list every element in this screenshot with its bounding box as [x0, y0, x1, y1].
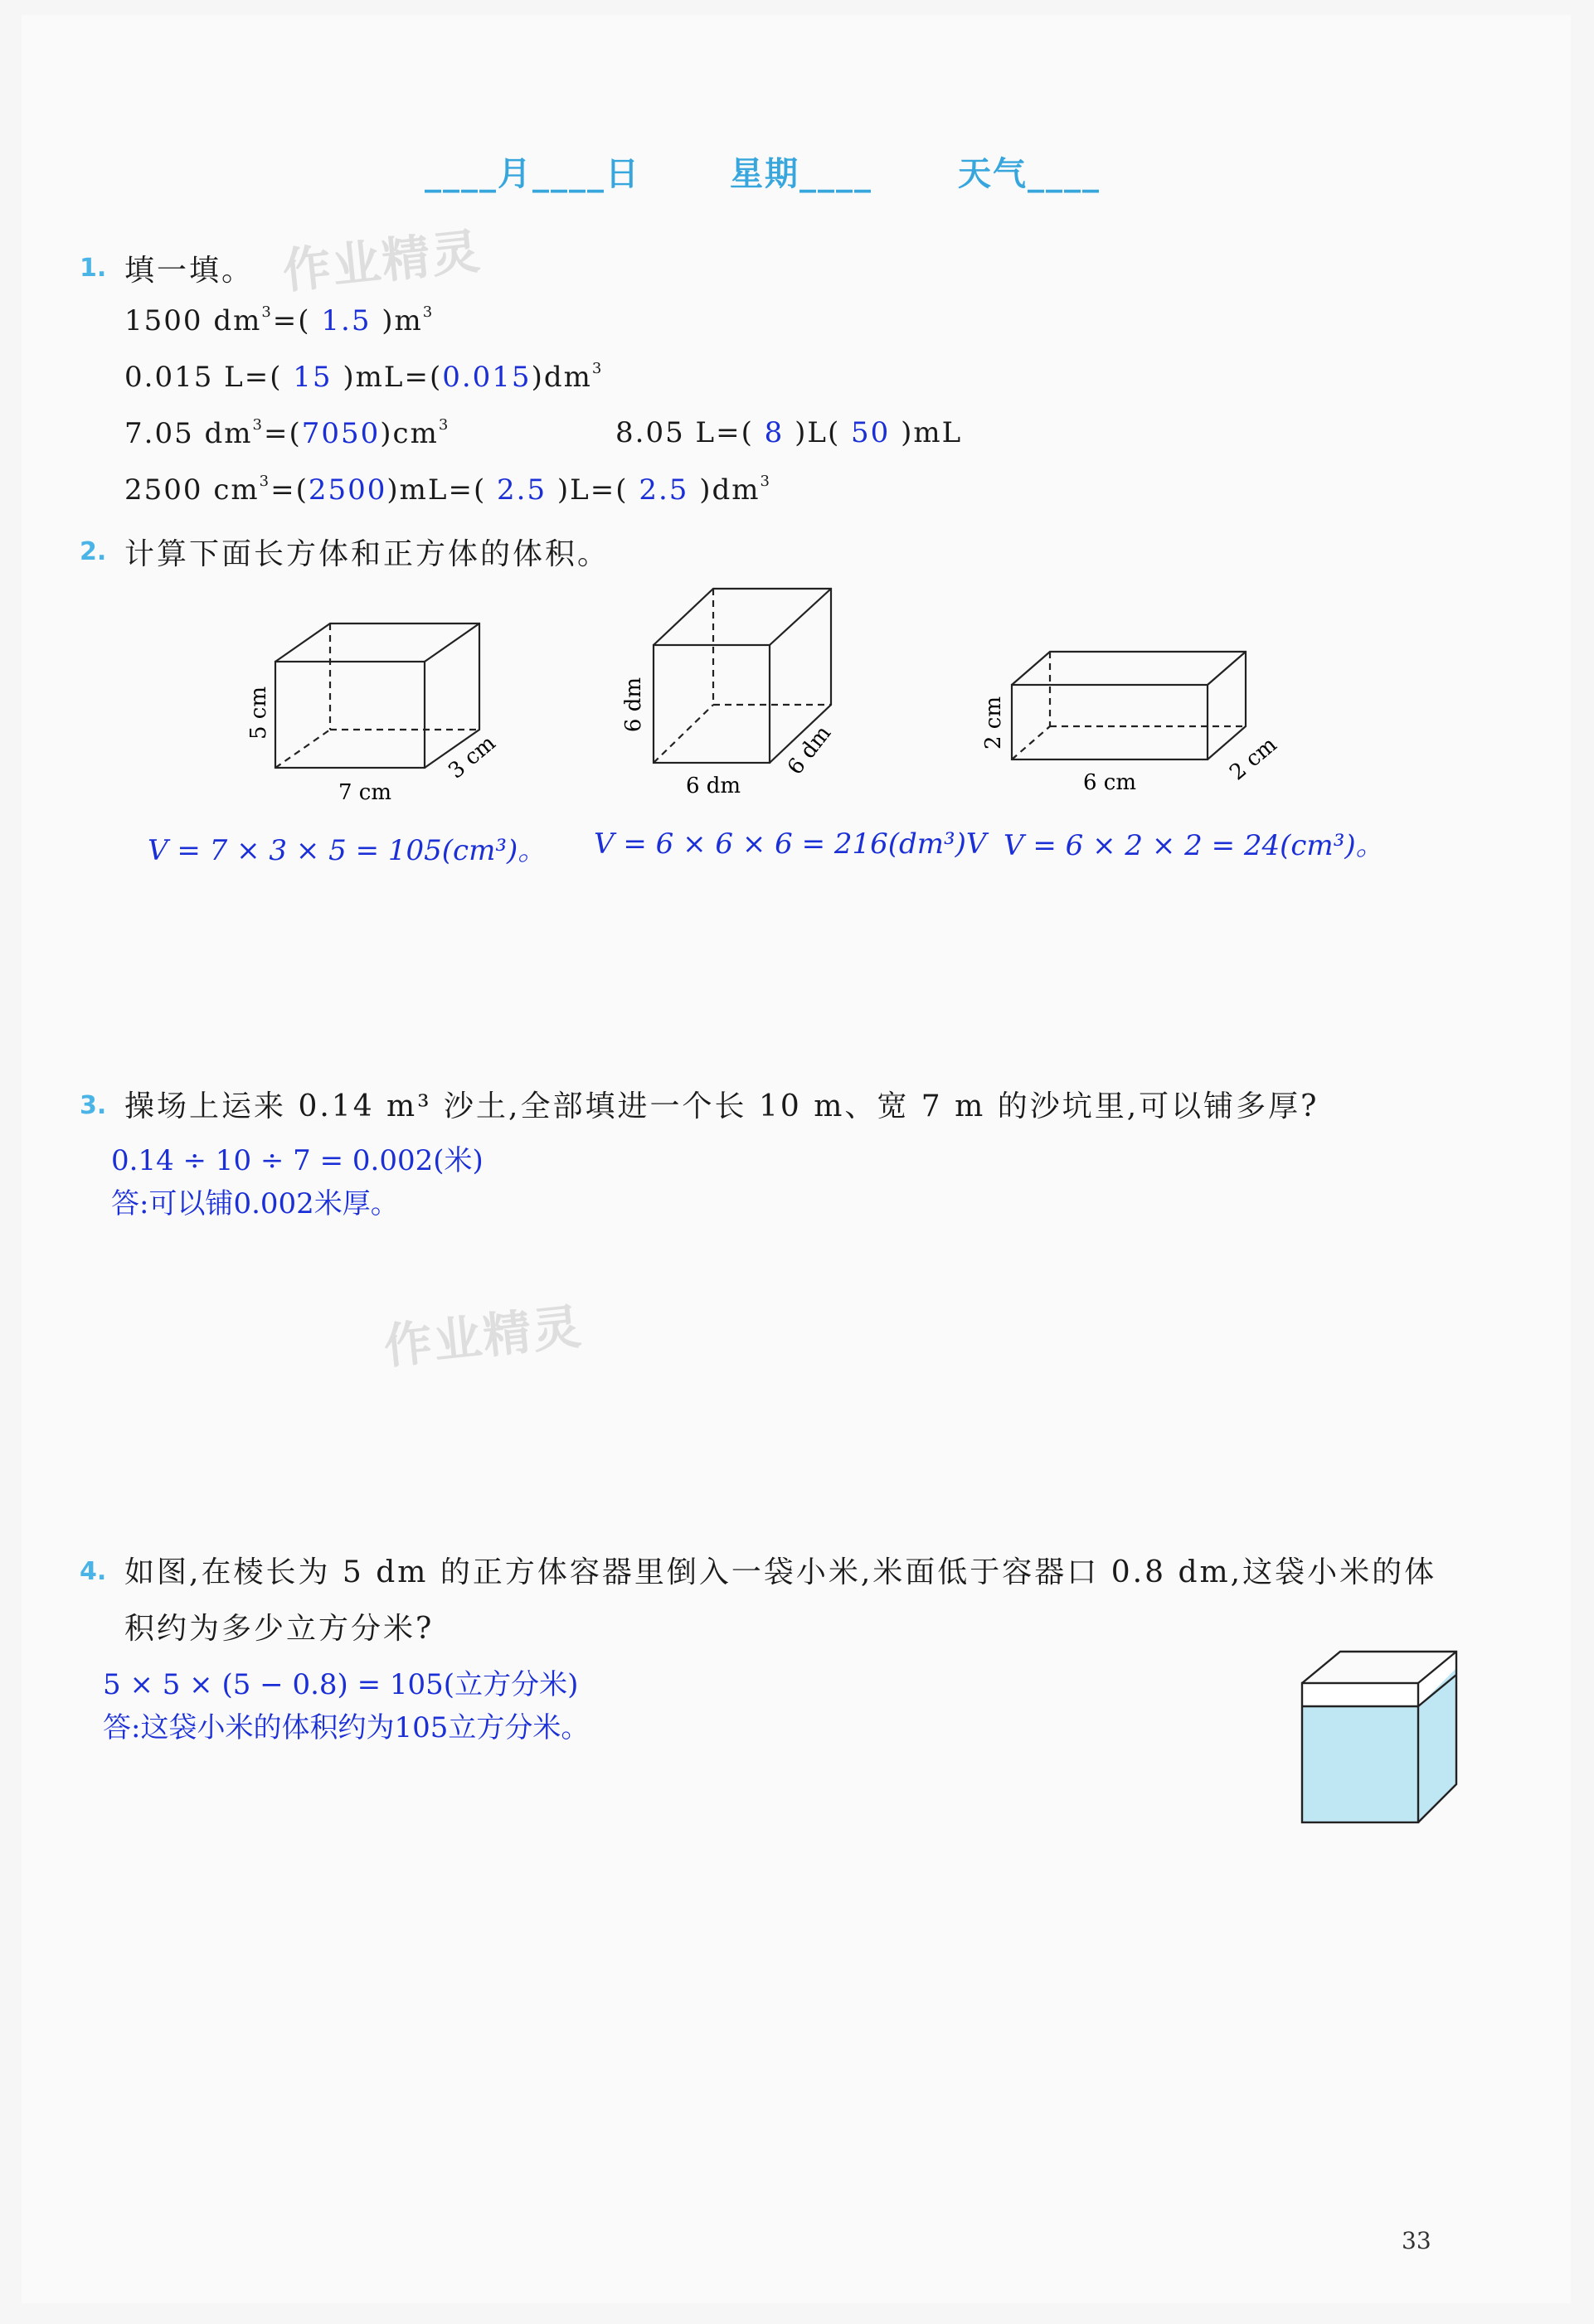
question-number: 2.	[80, 537, 107, 566]
page-number: 33	[1402, 2227, 1431, 2254]
cuboid-figure-1	[275, 623, 479, 768]
question-title: 计算下面长方体和正方体的体积。	[124, 537, 610, 571]
depth-label: 2 cm	[1225, 732, 1282, 786]
height-label: 5 cm	[246, 686, 271, 740]
answer-value: 2500	[308, 473, 387, 507]
weather-field: 天气____	[958, 154, 1101, 193]
watermark: 作业精灵	[279, 222, 484, 300]
volume-answer: V = 6 × 6 × 6 = 216(dm³)V	[594, 827, 987, 861]
answer-line: 答:可以铺0.002米厚。	[111, 1187, 399, 1220]
width-label: 6 dm	[685, 774, 741, 798]
question-title: 操场上运来 0.14 m³ 沙土,全部填进一个长 10 m、宽 7 m 的沙坑里,可以铺多厚?	[124, 1089, 1319, 1123]
question-title: 积约为多少立方分米?	[124, 1612, 435, 1646]
month-day-field: ____月____日	[425, 154, 640, 193]
fill-row: 8.05 L=( 8 )L( 50 )mL	[615, 416, 963, 449]
rice-container-figure	[1294, 1650, 1468, 1832]
depth-label: 3 cm	[444, 730, 501, 784]
cuboid-figure-2	[1012, 652, 1246, 759]
solution-line: 0.14 ÷ 10 ÷ 7 = 0.002(米)	[111, 1144, 484, 1177]
width-label: 6 cm	[1082, 770, 1137, 795]
answer-value: 8	[764, 416, 785, 449]
weekday-field: 星期____	[730, 154, 872, 193]
solution-line: 5 × 5 × (5 − 0.8) = 105(立方分米)	[103, 1668, 579, 1701]
answer-value: 2.5	[497, 473, 547, 507]
question-title: 如图,在棱长为 5 dm 的正方体容器里倒入一袋小米,米面低于容器口 0.8 dm,这袋小米的体	[124, 1555, 1437, 1589]
width-label: 7 cm	[338, 780, 392, 805]
question-title: 填一填。	[124, 254, 255, 288]
height-label: 2 cm	[981, 696, 1006, 750]
watermark: 作业精灵	[381, 1298, 586, 1375]
answer-value: 15	[293, 361, 333, 394]
answer-value: 2.5	[639, 473, 689, 507]
answer-value: 0.015	[442, 361, 532, 394]
answer-value: 50	[851, 416, 891, 449]
height-label: 6 dm	[621, 677, 646, 733]
fill-row: 0.015 L=( 15 )$mL=(0.015)dm^3$	[124, 360, 604, 394]
fill-row: 2500 $cm^3=(2500)mL=$( 2.5 )L=( 2.5 )$dm^3$	[124, 473, 771, 507]
depth-label: 6 dm	[782, 720, 837, 780]
volume-answer: V = 6 × 2 × 2 = 24(cm³)。	[1004, 829, 1384, 862]
question-number: 4.	[80, 1557, 107, 1586]
answer-line: 答:这袋小米的体积约为105立方分米。	[103, 1711, 590, 1744]
fill-row: 1500 $dm^3=$( 1.5 )$m^3$	[124, 303, 435, 337]
question-number: 3.	[80, 1091, 107, 1120]
answer-value: 7050	[301, 417, 381, 450]
question-number: 1.	[80, 254, 107, 283]
fill-row: 7.05 $dm^3=(7050)cm^3$	[124, 416, 450, 450]
answer-value: 1.5	[321, 304, 372, 337]
solid-figures	[241, 580, 1302, 813]
volume-answer: V = 7 × 3 × 5 = 105(cm³)。	[148, 834, 547, 867]
